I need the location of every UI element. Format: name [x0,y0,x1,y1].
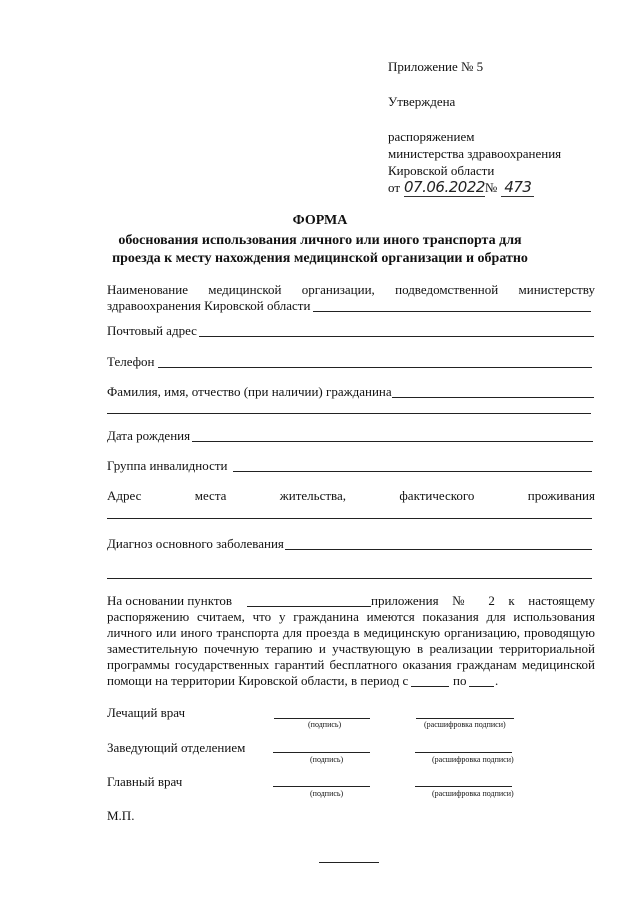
phone-label: Телефон [107,354,155,369]
basis-text-1b: приложения № 2 к настоящему [371,593,595,608]
chief-signature-caption: (подпись) [310,789,344,798]
points-field[interactable] [247,606,371,607]
diagnosis-field[interactable] [285,549,592,550]
basis-text-6b: по [453,673,467,688]
birth-date-label: Дата рождения [107,428,191,443]
postal-address-field[interactable] [199,336,594,337]
disability-group-field[interactable] [233,471,592,472]
basis-line-4: заместительную почечную терапию и участвующую в реализации территориальной [107,641,595,656]
basis-text-6a: помощи на территории Кировской области, в период с [107,673,409,688]
approved-label: Утверждена [388,94,456,109]
attending-doctor-label: Лечащий врач [107,705,186,720]
full-name-label: Фамилия, имя, отчество (при наличии) гражданина [107,384,392,399]
basis-line-5: программы государственных гарантий бесплатного оказания гражданам медицинской [107,657,595,672]
head-decode-field[interactable] [415,752,512,753]
chief-decode-caption: (расшифровка подписи) [432,789,514,798]
period-from-field[interactable] [411,686,449,687]
head-decode-caption: (расшифровка подписи) [432,755,514,764]
org-name-label-1: Наименование медицинской организации, подведомственной министерству [107,282,595,297]
appendix-label: Приложение № 5 [388,59,484,74]
full-name-field-2[interactable] [107,413,591,414]
form-subtitle-2: проезда к месту нахождения медицинской организации и обратно [112,251,528,266]
form-subtitle-1: обоснования использования личного или иного транспорта для [118,233,522,248]
chief-doctor-label: Главный врач [107,774,183,789]
period-to-field[interactable] [469,686,494,687]
basis-line-2: распоряжению считаем, что у гражданина имеются показания для использования [107,609,595,624]
disability-group-label: Группа инвалидности [107,458,228,473]
end-separator [319,862,379,863]
order-line-1: распоряжением [388,129,475,144]
basis-text-6c: . [495,673,499,688]
org-name-label-2: здравоохранения Кировской области [107,298,311,313]
full-name-field[interactable] [392,397,594,398]
date-prefix: от [388,180,401,195]
number-prefix: № [484,180,498,195]
basis-line-6 [107,673,595,689]
chief-decode-field[interactable] [415,786,512,787]
head-of-department-label: Заведующий отделением [107,740,246,755]
residence-address-label: Адрес места жительства, фактического проживания [107,488,595,503]
phone-field[interactable] [158,367,592,368]
basis-text-1a: На основании пунктов [107,593,233,608]
handwritten-date: 07.06.2022 [404,178,485,196]
form-title: ФОРМА [292,213,348,228]
diagnosis-field-2[interactable] [107,578,592,579]
head-signature-field[interactable] [273,752,370,753]
order-date-row [388,178,534,198]
postal-address-label: Почтовый адрес [107,323,197,338]
diagnosis-label: Диагноз основного заболевания [107,536,284,551]
order-line-2: министерства здравоохранения [388,146,562,161]
chief-signature-field[interactable] [273,786,370,787]
head-signature-caption: (подпись) [310,755,344,764]
stamp-place-label: М.П. [107,808,135,823]
residence-address-field[interactable] [107,518,592,519]
attending-doctor-decode-caption: (расшифровка подписи) [424,720,506,729]
org-name-field[interactable] [313,311,591,312]
birth-date-field[interactable] [192,441,593,442]
basis-line-3: личного или иного транспорта для проезда в медицинскую организацию, проводящую [107,625,595,640]
attending-doctor-signature-caption: (подпись) [308,720,342,729]
attending-doctor-decode-field[interactable] [416,718,514,719]
attending-doctor-signature-field[interactable] [274,718,370,719]
handwritten-number: 473 [501,178,534,197]
order-line-3: Кировской области [388,163,495,178]
basis-line-1 [107,593,595,609]
